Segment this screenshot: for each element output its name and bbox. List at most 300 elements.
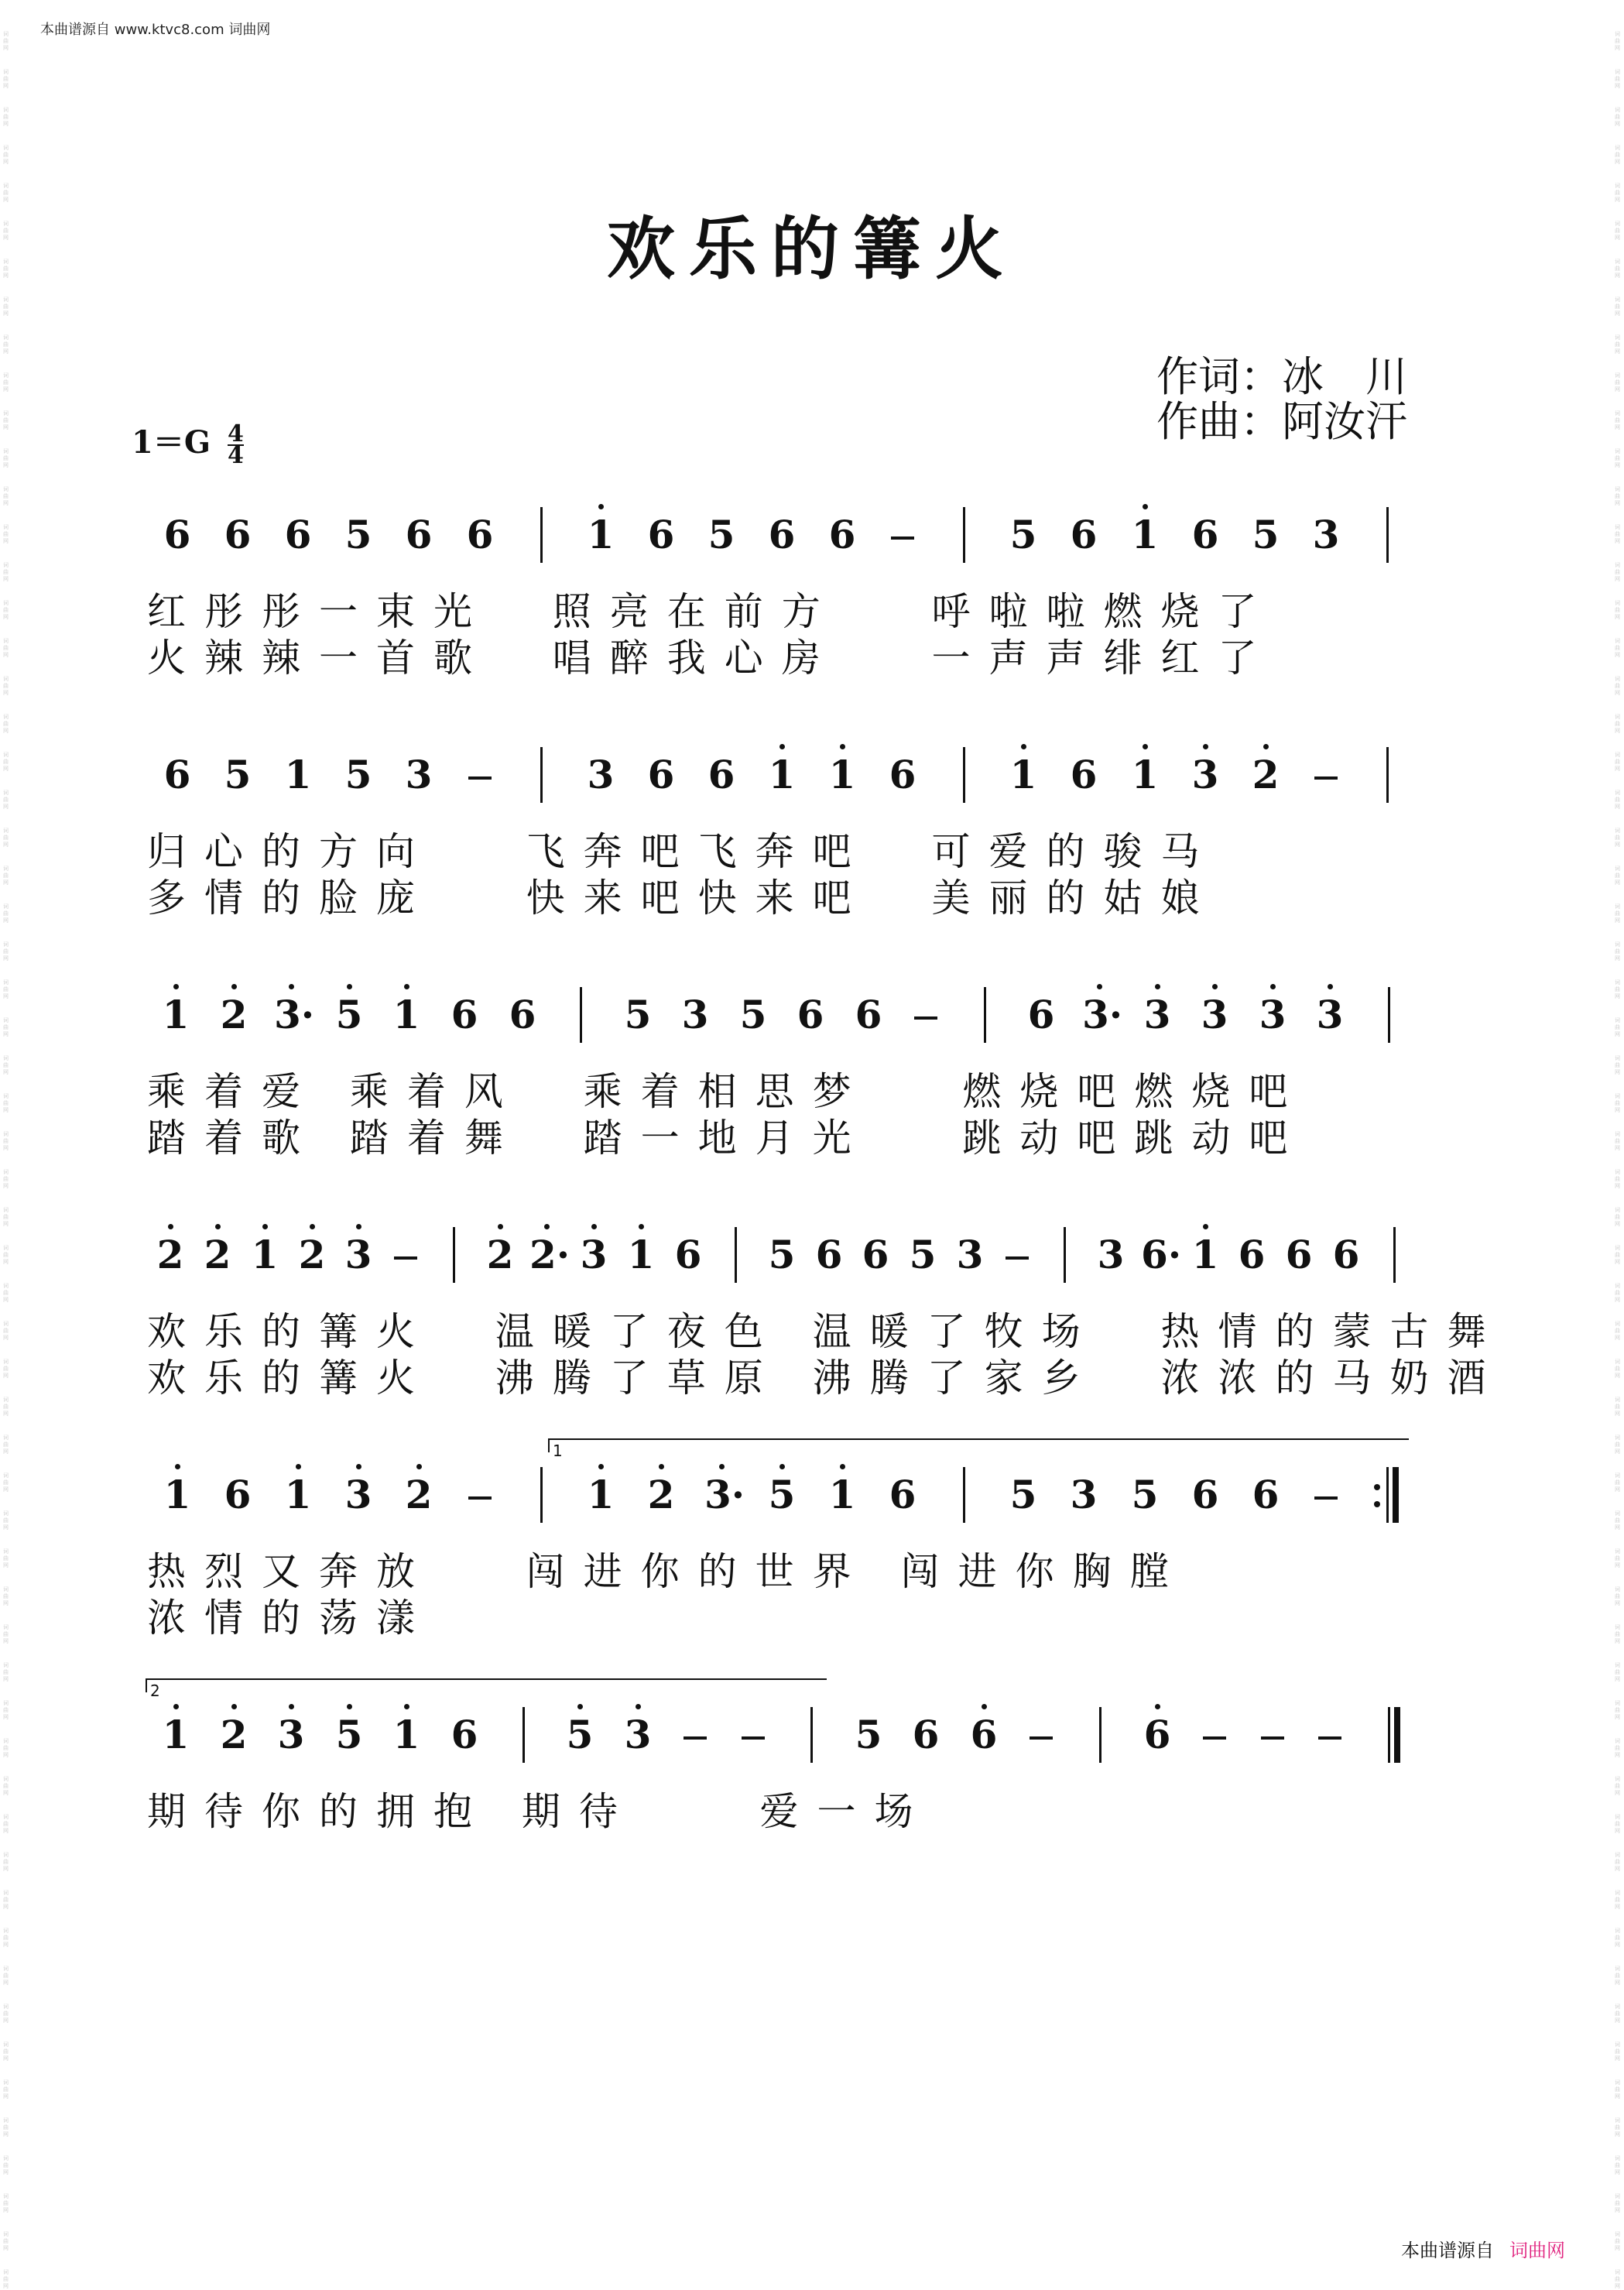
watermark-glyph: 词曲网 [1615,410,1620,430]
note [736,993,770,1037]
octave-dot [347,984,352,989]
watermark-glyph: 词曲网 [1615,31,1620,51]
note [886,1473,920,1517]
octave-dot [1328,984,1333,989]
octave-dot [231,984,237,989]
time-numerator: 4 [227,420,244,447]
note-digit: 6 [647,512,675,557]
note-digit: 3 [344,1232,372,1277]
note [221,513,255,557]
note [221,1473,255,1517]
note [1140,1713,1174,1757]
watermark-glyph: 词曲网 [3,1624,9,1644]
song-title: 欢乐的篝火 [606,208,1017,289]
watermark-glyph: 词曲网 [3,1966,9,1986]
note-digit: 1 [162,992,190,1037]
barline [963,507,965,563]
note-digit: 1 [1009,752,1037,797]
note-digit: 1 [587,1472,615,1517]
watermark-glyph: 词曲网 [3,1093,9,1113]
barline [1388,1707,1390,1763]
extension-dash [1006,1256,1029,1260]
watermark-glyph: 词曲网 [1615,221,1620,241]
watermark-glyph: 词曲网 [1615,1245,1620,1265]
lyric-line: 火辣辣一首歌 唱醉我心房 一声声绯红了 [147,636,1276,680]
note-digit: 6 [1027,992,1055,1037]
octave-dot [779,1464,785,1469]
note-digit: 2 [647,1472,675,1517]
note [812,1233,846,1277]
barline [540,507,543,563]
watermark-glyph: 词曲网 [1615,524,1620,544]
watermark-glyph: 词曲网 [3,562,9,582]
note-digit: 2 [220,992,248,1037]
repeat-dots [1374,1473,1380,1518]
watermark-glyph: 词曲网 [1615,1700,1620,1720]
note-digit: 6 [889,1472,916,1517]
watermark-glyph: 词曲网 [3,221,9,241]
watermark-glyph: 词曲网 [1615,1397,1620,1417]
note-digit: 1 [828,752,856,797]
barline [1386,747,1389,803]
note-digit: 6 [674,1232,702,1277]
score-row [147,747,1417,832]
note-digit: 6 [163,512,191,557]
watermark-glyph: 词曲网 [1615,714,1620,734]
note [1094,1233,1128,1277]
note-digit: 3 [681,992,709,1037]
watermark-glyph: 词曲网 [3,1852,9,1872]
key-signature [132,418,244,469]
note-digit: 3 [1143,992,1171,1037]
watermark-glyph: 词曲网 [1615,2155,1620,2175]
note [765,753,799,797]
octave-dot [598,504,604,509]
note [332,993,366,1037]
extension-dash [1318,1736,1341,1740]
watermark-glyph: 词曲网 [1615,334,1620,355]
watermark-glyph: 词曲网 [3,2193,9,2213]
note-digit: 6 [855,992,882,1037]
watermark-glyph: 词曲网 [3,183,9,203]
note-digit: 6 [862,1232,889,1277]
octave-dot [173,984,179,989]
watermark-glyph: 词曲网 [1615,1055,1620,1075]
note [1249,513,1283,557]
watermark-glyph: 词曲网 [3,828,9,848]
watermark-glyph: 词曲网 [3,1776,9,1796]
watermark-glyph: 词曲网 [1615,1435,1620,1455]
note-digit: 5 [335,992,363,1037]
note [765,1233,799,1277]
note [1082,992,1123,1037]
watermark-glyph: 词曲网 [3,297,9,317]
note-digit: 6 [163,752,191,797]
note [1256,993,1290,1037]
note-digit: 6 [1332,1232,1360,1277]
note-digit: 6 [1143,1712,1171,1757]
note-digit: 3 [277,1712,305,1757]
second-ending-bracket [146,1678,827,1700]
note-digit: 1 [284,752,312,797]
octave-dot [1155,984,1160,989]
note-digit: 6 [405,512,433,557]
note [200,1233,235,1277]
watermark-glyph: 词曲网 [3,1207,9,1227]
note-digit: 6 [970,1712,998,1757]
watermark-glyph: 词曲网 [1615,183,1620,203]
watermark-glyph: 词曲网 [3,752,9,772]
note-digit: 5 [1009,512,1037,557]
watermark-glyph: 词曲网 [1615,2231,1620,2251]
note [1140,993,1174,1037]
extension-dash [1030,1736,1053,1740]
note-digit: 1 [828,1472,856,1517]
note [221,753,255,797]
note [1188,1473,1222,1517]
watermark-glyph: 词曲网 [1615,1359,1620,1379]
octave-dot [1203,744,1208,749]
watermark-glyph: 词曲网 [1615,2269,1620,2289]
note [295,1233,329,1277]
source-note: 本曲谱源自 www.ktvc8.com 词曲网 [40,22,271,38]
octave-dot [659,1464,664,1469]
watermark-glyph: 词曲网 [3,107,9,127]
note [341,513,375,557]
note [402,1473,436,1517]
watermark-glyph: 词曲网 [1615,979,1620,999]
note [793,993,827,1037]
barline [1386,1467,1389,1523]
note-digit: 2 [405,1472,433,1517]
watermark-glyph: 词曲网 [3,1283,9,1303]
score-row [147,1227,1417,1312]
volta-tick [146,1678,147,1692]
watermark-glyph: 词曲网 [1615,1928,1620,1948]
octave-dot [1143,744,1148,749]
watermark-glyph: 词曲网 [1615,1548,1620,1568]
watermark-glyph: 词曲网 [3,372,9,393]
watermark-glyph: 词曲网 [3,1662,9,1682]
barline [735,1227,737,1283]
watermark-glyph: 词曲网 [1615,1207,1620,1227]
watermark-glyph: 词曲网 [3,524,9,544]
note-digit: 6 [647,752,675,797]
watermark-glyph: 词曲网 [3,600,9,620]
note [1006,1473,1040,1517]
note [463,513,497,557]
watermark-glyph: 词曲网 [3,1359,9,1379]
watermark-glyph: 词曲网 [1615,1814,1620,1834]
note [953,1233,987,1277]
octave-dot [591,1224,597,1229]
note-digit: 5 [1252,512,1280,557]
note-digit: 3 [624,1712,652,1757]
note-digit: 6 [1191,1472,1219,1517]
note [671,1233,705,1277]
watermark-glyph: 词曲网 [3,1321,9,1341]
note [1188,513,1222,557]
octave-dot [173,1704,179,1709]
note [217,1713,251,1757]
octave-dot [289,984,294,989]
octave-dot [289,1704,294,1709]
note-digit: 3 [1316,992,1344,1037]
note [584,513,618,557]
watermark-glyph: 词曲网 [1615,638,1620,658]
watermark-glyph: 词曲网 [1615,2041,1620,2062]
octave-dot [598,1464,604,1469]
watermark-glyph: 词曲网 [3,259,9,279]
octave-dot [498,1224,503,1229]
lyric-line: 欢乐的篝火 温暖了夜色 温暖了牧场 热情的蒙古舞 [147,1309,1505,1354]
note [281,1473,315,1517]
octave-dot [296,1464,301,1469]
watermark-glyph: 词曲网 [1615,562,1620,582]
watermark-glyph: 词曲网 [1615,600,1620,620]
note-digit: 6 [889,752,916,797]
score-row [147,1467,1417,1552]
note [1282,1233,1316,1277]
extension-dash [1314,776,1338,780]
watermark-glyph: 词曲网 [1615,2117,1620,2137]
note [858,1233,893,1277]
note-digit: 6 [1252,1472,1280,1517]
watermark-glyph: 词曲网 [1615,1586,1620,1606]
watermark-glyph: 词曲网 [3,2269,9,2289]
watermark-glyph: 词曲网 [1615,1472,1620,1493]
volta-number: 2 [150,1682,160,1700]
watermark-glyph: 词曲网 [1615,1093,1620,1113]
watermark-glyph: 词曲网 [3,2117,9,2137]
octave-dot [1212,984,1218,989]
note [1067,513,1101,557]
note-digit: 1 [284,1472,312,1517]
watermark-glyph: 词曲网 [1615,941,1620,962]
watermark-glyph: 词曲网 [1615,903,1620,924]
octave-dot [1021,744,1026,749]
watermark-glyph: 词曲网 [1615,676,1620,696]
footer [1401,2235,1565,2262]
note-digit: 6 [224,1472,252,1517]
octave-dot [982,1704,987,1709]
watermark-glyph: 词曲网 [3,1169,9,1189]
note-digit: 1 [162,1712,190,1757]
watermark-glyph: 词曲网 [1615,486,1620,506]
watermark-glyph: 词曲网 [3,2079,9,2100]
extension-dash [1261,1736,1284,1740]
note-digit: 2 [486,1232,514,1277]
watermark-glyph: 词曲网 [1615,297,1620,317]
note [332,1713,366,1757]
note [160,513,194,557]
watermark-glyph: 词曲网 [1615,790,1620,810]
note [906,1233,940,1277]
note [1141,1232,1182,1277]
note-digit: 6 [466,512,494,557]
watermark-glyph: 词曲网 [3,448,9,468]
note [1309,513,1343,557]
watermark-glyph: 词曲网 [1615,145,1620,165]
lyric-line: 多情的脸庞 快来吧快来吧 美丽的姑娘 [147,876,1218,920]
watermark-glyph: 词曲网 [3,1548,9,1568]
note [851,1713,886,1757]
note [341,1233,375,1277]
note [402,513,436,557]
watermark-glyph: 词曲网 [3,1928,9,1948]
note-digit: 5 [739,992,767,1037]
octave-dot [310,1224,315,1229]
octave-dot [356,1464,361,1469]
note-digit: 5 [624,992,652,1037]
note [704,513,738,557]
watermark-glyph: 词曲网 [3,1814,9,1834]
note [529,1232,570,1277]
credits [1156,352,1407,446]
note [281,513,315,557]
octave-dot [1097,984,1102,989]
octave-dot [404,1704,409,1709]
note-digit: 3 [344,1472,372,1517]
composer: 作曲：阿汝汗 [1156,397,1407,446]
watermark-glyph: 词曲网 [3,903,9,924]
octave-dot [1155,1704,1160,1709]
note-digit: 6 [451,992,478,1037]
watermark-glyph: 词曲网 [3,69,9,89]
note [1197,993,1232,1037]
note-digit: 3 [1191,752,1219,797]
note-digit: 5 [335,1712,363,1757]
note [765,513,799,557]
watermark-glyph: 词曲网 [3,676,9,696]
watermark-glyph: 词曲网 [3,866,9,886]
volta-number: 1 [553,1442,563,1460]
note-digit: 6 [797,992,824,1037]
note-digit: 3 [956,1232,984,1277]
watermark-glyph: 词曲网 [1615,2079,1620,2100]
watermark-glyph: 词曲网 [3,145,9,165]
note [1188,753,1222,797]
watermark-glyph: 词曲网 [1615,1738,1620,1758]
lyric-line: 乘着爱 乘着风 乘着相思梦 燃烧吧燃烧吧 [147,1069,1307,1114]
watermark-glyph: 词曲网 [3,2041,9,2062]
note-digit: 2 [220,1712,248,1757]
note [825,513,859,557]
note [621,993,655,1037]
note-digit: 3 [580,1232,608,1277]
lyric-line: 热烈又奔放 闯进你的世界 闯进你胸膛 [147,1549,1187,1594]
barline [810,1707,813,1763]
note-digit: 3· [1082,992,1123,1037]
note [624,1233,658,1277]
octave-dot [636,1704,641,1709]
note-digit: 3 [1312,512,1340,557]
octave-dot [404,984,409,989]
octave-dot [262,1224,268,1229]
watermark-glyph: 词曲网 [1615,1966,1620,1986]
note-digit: 6 [708,752,735,797]
barline [1099,1707,1102,1763]
octave-dot [719,1464,725,1469]
note-digit: 5 [344,512,372,557]
note [274,992,315,1037]
note [577,1233,611,1277]
note [1067,753,1101,797]
barline [522,1707,525,1763]
octave-dot [779,744,785,749]
time-signature [227,420,244,469]
octave-dot [840,744,845,749]
note [584,753,618,797]
note-digit: 1 [1131,752,1159,797]
note [644,753,678,797]
note [851,993,886,1037]
note [483,1233,517,1277]
watermark-glyph: 词曲网 [1615,107,1620,127]
note-digit: 2· [529,1232,570,1277]
note-digit: 3 [1259,992,1287,1037]
barline [580,987,582,1043]
watermark-glyph: 词曲网 [1615,752,1620,772]
watermark-glyph: 词曲网 [1615,1131,1620,1151]
lyric-line: 欢乐的篝火 沸腾了草原 沸腾了家乡 浓浓的马奶酒 [147,1356,1505,1400]
score-row [147,1707,1417,1792]
watermark-glyph: 词曲网 [1615,2193,1620,2213]
octave-dot [544,1224,550,1229]
note-digit: 2 [1252,752,1280,797]
side-watermark-left [3,31,9,2289]
note [886,753,920,797]
note [159,993,193,1037]
final-barline [1394,1707,1400,1763]
note [644,513,678,557]
octave-dot [1203,1224,1208,1229]
note [584,1473,618,1517]
note-digit: 5 [566,1712,594,1757]
watermark-glyph: 词曲网 [3,714,9,734]
footer-brand: 词曲网 [1509,2240,1565,2261]
extension-dash [684,1736,707,1740]
note [1249,1473,1283,1517]
note-digit: 1 [768,752,796,797]
watermark-glyph: 词曲网 [3,2231,9,2251]
note-digit: 3 [1070,1472,1098,1517]
note-digit: 6 [828,512,856,557]
note-digit: 6 [1070,512,1098,557]
note [1067,1473,1101,1517]
lyric-line: 踏着歌 踏着舞 踏一地月光 跳动吧跳动吧 [147,1116,1307,1160]
extension-dash [394,1256,417,1260]
note [1128,1473,1162,1517]
note-digit: 6 [815,1232,843,1277]
watermark-glyph: 词曲网 [1615,1321,1620,1341]
note-digit: 5 [224,752,252,797]
octave-dot [639,1224,644,1229]
watermark-glyph: 词曲网 [1615,828,1620,848]
note [825,753,859,797]
note-digit: 6 [1070,752,1098,797]
watermark-glyph: 词曲网 [1615,1169,1620,1189]
note [563,1713,597,1757]
watermark-glyph: 词曲网 [3,2155,9,2175]
repeat-dot [1374,1501,1380,1507]
lyric-line: 红彤彤一束光 照亮在前方 呼啦啦燃烧了 [147,589,1276,634]
note [402,753,436,797]
note-digit: 1 [163,1472,191,1517]
lyricist: 作词：冰 川 [1156,352,1407,401]
barline [540,747,543,803]
watermark-glyph: 词曲网 [1615,259,1620,279]
